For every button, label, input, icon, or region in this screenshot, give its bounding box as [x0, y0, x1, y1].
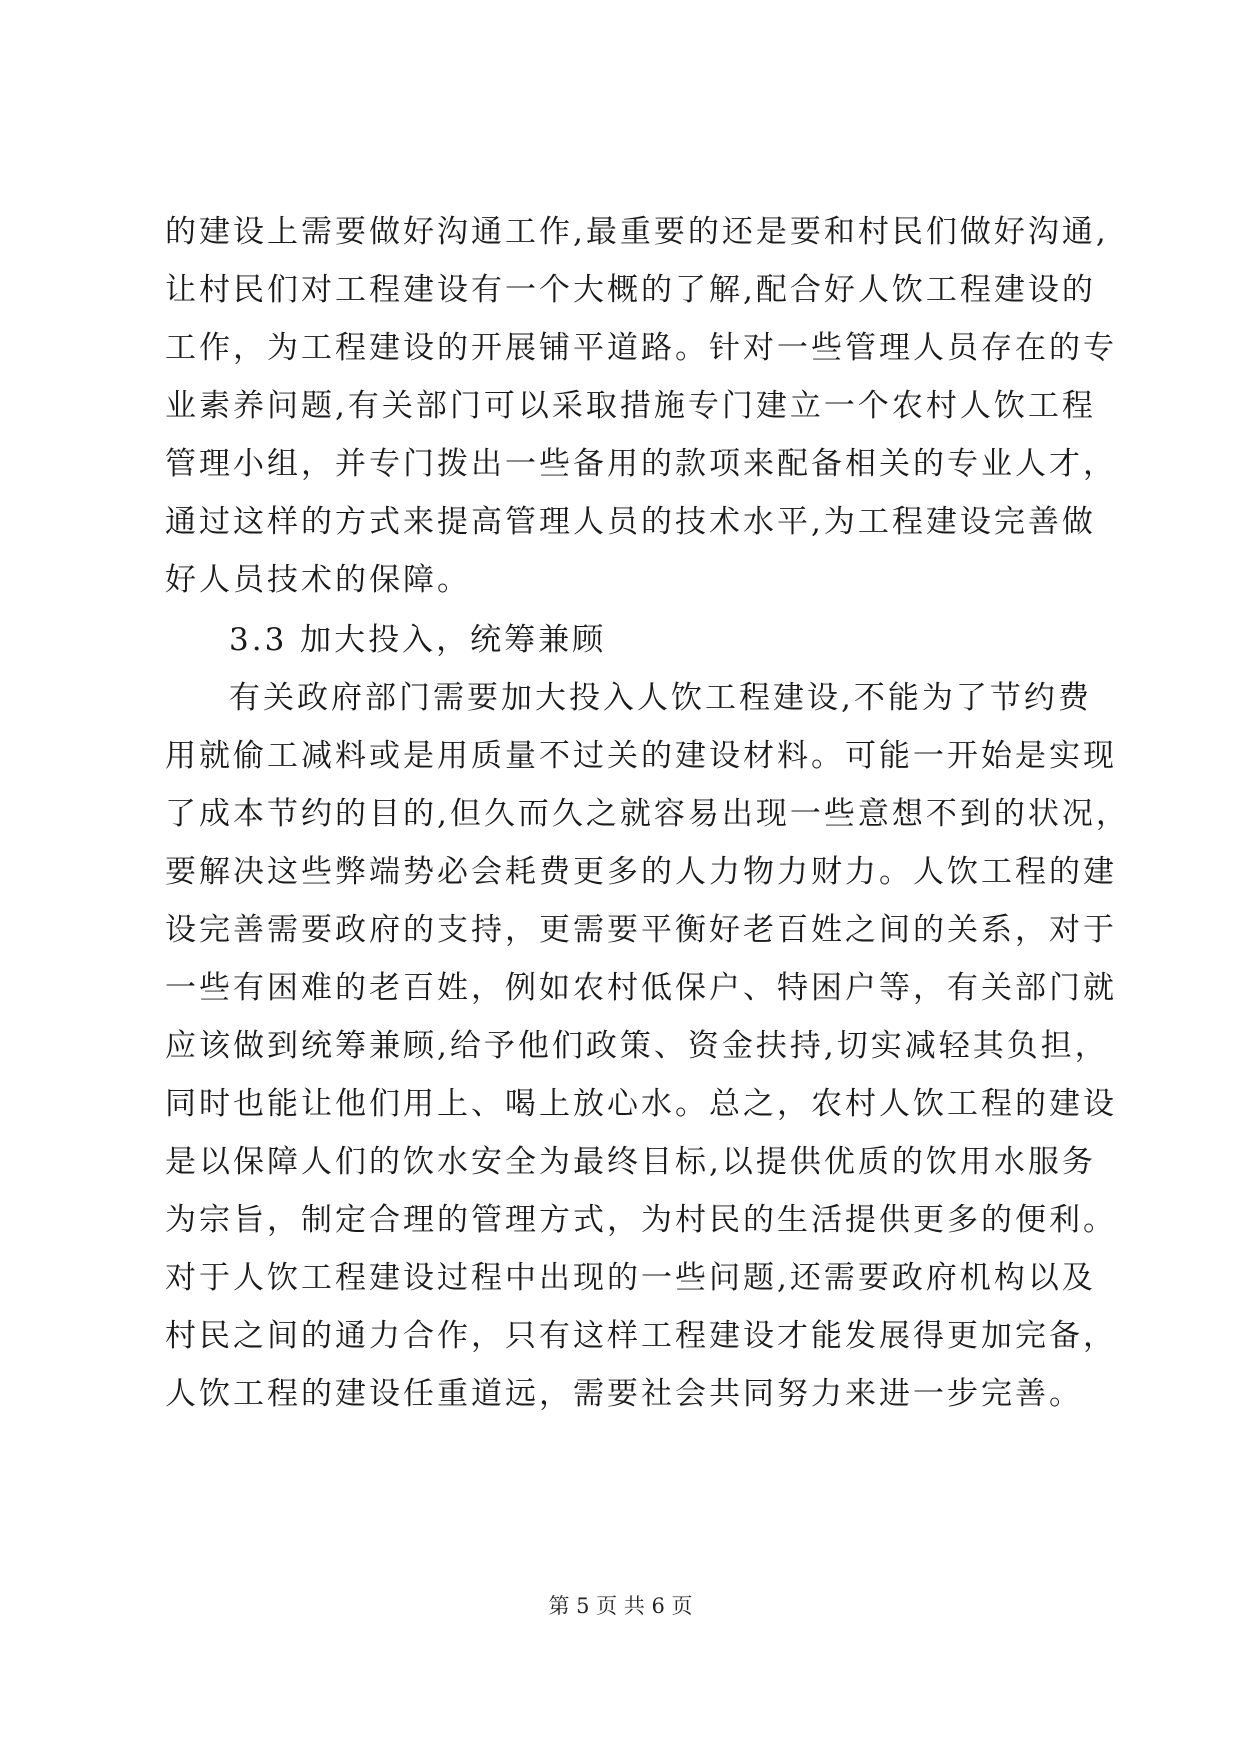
paragraph-2-line-11: 对于人饮工程建设过程中出现的一些问题,还需要政府机构以及 [165, 1260, 1096, 1296]
paragraph-1-line-3: 工作，为工程建设的开展铺平道路。针对一些管理人员存在的专 [165, 330, 1117, 366]
paragraph-2-line-7: 应该做到统筹兼顾,给予他们政策、资金扶持,切实减轻其负担， [165, 1028, 1109, 1064]
paragraph-1-line-1: 的建设上需要做好沟通工作,最重要的还是要和村民们做好沟通, [165, 214, 1109, 250]
paragraph-2-line-9: 是以保障人们的饮水安全为最终目标,以提供优质的饮用水服务 [165, 1144, 1096, 1180]
paragraph-2-line-1: 有关政府部门需要加大投入人饮工程建设,不能为了节约费 [229, 680, 1092, 716]
paragraph-2-line-4: 要解决这些弊端势必会耗费更多的人力物力财力。人饮工程的建 [165, 854, 1117, 890]
section-heading: 3.3 加大投入，统筹兼顾 [229, 622, 607, 658]
paragraph-2-line-13: 人饮工程的建设任重道远，需要社会共同努力来进一步完善。 [165, 1376, 1083, 1412]
paragraph-1-line-4: 业素养问题,有关部门可以采取措施专门建立一个农村人饮工程 [165, 388, 1096, 424]
paragraph-1-line-5: 管理小组，并专门拨出一些备用的款项来配备相关的专业人才， [165, 446, 1117, 482]
paragraph-2-line-3: 了成本节约的目的,但久而久之就容易出现一些意想不到的状况， [165, 796, 1130, 832]
paragraph-2-line-12: 村民之间的通力合作，只有这样工程建设才能发展得更加完备， [165, 1318, 1117, 1354]
paragraph-1-line-6: 通过这样的方式来提高管理人员的技术水平,为工程建设完善做 [165, 504, 1096, 540]
paragraph-1-line-7: 好人员技术的保障。 [165, 562, 471, 598]
paragraph-2-line-5: 设完善需要政府的支持，更需要平衡好老百姓之间的关系，对于 [165, 912, 1117, 948]
paragraph-2-line-8: 同时也能让他们用上、喝上放心水。总之，农村人饮工程的建设 [165, 1086, 1117, 1122]
paragraph-2-line-6: 一些有困难的老百姓，例如农村低保户、特困户等，有关部门就 [165, 970, 1117, 1006]
paragraph-2-line-10: 为宗旨，制定合理的管理方式，为村民的生活提供更多的便利。 [165, 1202, 1117, 1238]
page-footer: 第 5 页 共 6 页 [548, 1594, 693, 1618]
paragraph-1-line-2: 让村民们对工程建设有一个大概的了解,配合好人饮工程建设的 [165, 272, 1096, 308]
paragraph-2-line-2: 用就偷工减料或是用质量不过关的建设材料。可能一开始是实现 [165, 738, 1117, 774]
